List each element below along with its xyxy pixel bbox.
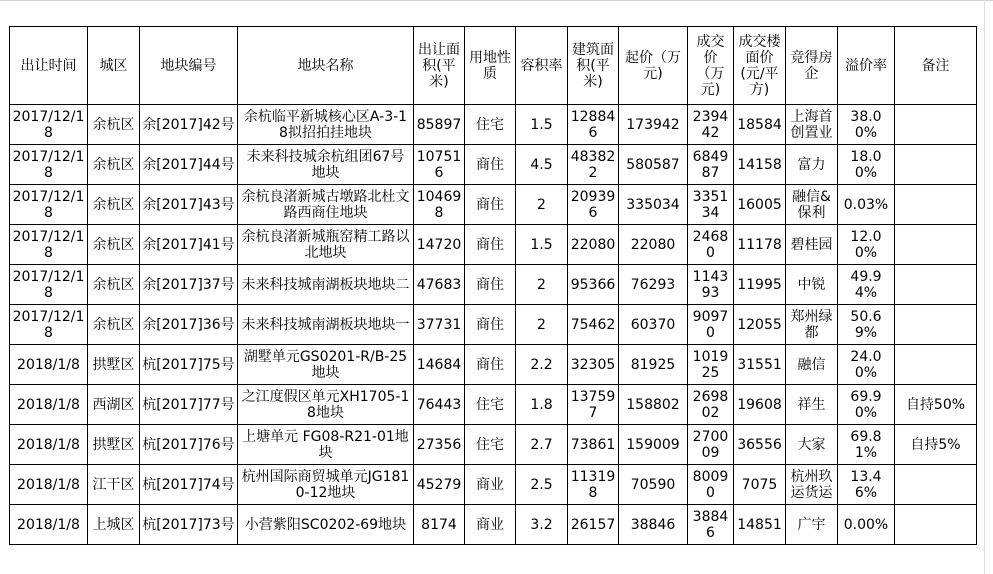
cell-use: 商业	[465, 465, 516, 505]
cell-deal-price: 270009	[688, 425, 734, 465]
cell-floor-price: 11178	[734, 225, 786, 265]
cell-district: 余杭区	[88, 225, 140, 265]
cell-area: 37731	[414, 305, 465, 345]
table-row	[10, 505, 977, 545]
cell-area: 76443	[414, 385, 465, 425]
cell-floor-price: 14851	[734, 505, 786, 545]
table-row	[10, 105, 977, 145]
cell-far: 3.2	[516, 505, 568, 545]
header-name: 地块名称	[238, 27, 414, 105]
land-auction-table	[9, 26, 977, 545]
cell-winner: 融信&保利	[786, 185, 838, 225]
cell-far: 4.5	[516, 145, 568, 185]
cell-far: 2.7	[516, 425, 568, 465]
cell-code: 余[2017]42号	[140, 105, 238, 145]
cell-name: 小营紫阳SC0202-69地块	[238, 505, 414, 545]
cell-use: 商住	[465, 305, 516, 345]
header-start-price: 起价（万元)	[619, 27, 688, 105]
cell-premium: 49.94%	[838, 265, 895, 305]
cell-note: 自持50%	[895, 385, 977, 425]
cell-winner: 融信	[786, 345, 838, 385]
table-row	[10, 145, 977, 185]
cell-time: 2018/1/8	[10, 425, 88, 465]
header-winner: 竞得房企	[786, 27, 838, 105]
cell-premium: 0.00%	[838, 505, 895, 545]
cell-build: 22080	[568, 225, 619, 265]
cell-time: 2018/1/8	[10, 505, 88, 545]
cell-floor-price: 12055	[734, 305, 786, 345]
cell-winner: 中锐	[786, 265, 838, 305]
cell-area: 85897	[414, 105, 465, 145]
cell-floor-price: 31551	[734, 345, 786, 385]
cell-premium: 24.00%	[838, 345, 895, 385]
cell-build: 32305	[568, 345, 619, 385]
cell-area: 14720	[414, 225, 465, 265]
cell-far: 1.8	[516, 385, 568, 425]
cell-code: 余[2017]41号	[140, 225, 238, 265]
header-note: 备注	[895, 27, 977, 105]
cell-far: 2	[516, 265, 568, 305]
cell-start-price: 60370	[619, 305, 688, 345]
cell-deal-price: 114393	[688, 265, 734, 305]
header-deal-price: 成交价（万元)	[688, 27, 734, 105]
cell-time: 2017/12/18	[10, 145, 88, 185]
cell-build: 95366	[568, 265, 619, 305]
cell-district: 余杭区	[88, 105, 140, 145]
table-row	[10, 265, 977, 305]
cell-start-price: 81925	[619, 345, 688, 385]
cell-deal-price: 24680	[688, 225, 734, 265]
cell-floor-price: 36556	[734, 425, 786, 465]
cell-far: 1.5	[516, 105, 568, 145]
cell-use: 商住	[465, 185, 516, 225]
cell-district: 余杭区	[88, 305, 140, 345]
cell-far: 2	[516, 305, 568, 345]
table-row	[10, 425, 977, 465]
cell-area: 107516	[414, 145, 465, 185]
cell-code: 杭[2017]73号	[140, 505, 238, 545]
cell-deal-price: 80090	[688, 465, 734, 505]
cell-deal-price: 90970	[688, 305, 734, 345]
cell-time: 2017/12/18	[10, 305, 88, 345]
cell-floor-price: 18584	[734, 105, 786, 145]
cell-note	[895, 465, 977, 505]
cell-code: 杭[2017]76号	[140, 425, 238, 465]
cell-premium: 50.69%	[838, 305, 895, 345]
cell-district: 拱墅区	[88, 425, 140, 465]
sheet-right-edge	[984, 0, 985, 574]
cell-name: 未来科技城南湖板块地块一	[238, 305, 414, 345]
table-body	[10, 105, 977, 545]
cell-start-price: 335034	[619, 185, 688, 225]
table-row	[10, 225, 977, 265]
cell-deal-price: 38846	[688, 505, 734, 545]
cell-area: 27356	[414, 425, 465, 465]
header-area: 出让面积(平米)	[414, 27, 465, 105]
cell-code: 杭[2017]74号	[140, 465, 238, 505]
cell-code: 杭[2017]77号	[140, 385, 238, 425]
cell-build: 128846	[568, 105, 619, 145]
cell-name: 余杭良渚新城古墩路北杜文路西商住地块	[238, 185, 414, 225]
cell-district: 余杭区	[88, 265, 140, 305]
cell-floor-price: 19608	[734, 385, 786, 425]
cell-note	[895, 145, 977, 185]
cell-time: 2017/12/18	[10, 105, 88, 145]
cell-note	[895, 305, 977, 345]
cell-floor-price: 16005	[734, 185, 786, 225]
cell-code: 杭[2017]75号	[140, 345, 238, 385]
header-floor-price: 成交楼面价(元/平方)	[734, 27, 786, 105]
cell-winner: 碧桂园	[786, 225, 838, 265]
cell-start-price: 158802	[619, 385, 688, 425]
cell-name: 未来科技城余杭组团67号地块	[238, 145, 414, 185]
cell-name: 杭州国际商贸城单元JG1810-12地块	[238, 465, 414, 505]
cell-build: 113198	[568, 465, 619, 505]
cell-premium: 69.81%	[838, 425, 895, 465]
cell-district: 江干区	[88, 465, 140, 505]
cell-note	[895, 265, 977, 305]
cell-name: 上塘单元 FG08-R21-01地块	[238, 425, 414, 465]
cell-far: 1.5	[516, 225, 568, 265]
cell-floor-price: 7075	[734, 465, 786, 505]
header-row	[10, 27, 977, 105]
table-row	[10, 345, 977, 385]
header-code: 地块编号	[140, 27, 238, 105]
table-row	[10, 185, 977, 225]
cell-use: 商住	[465, 265, 516, 305]
cell-district: 拱墅区	[88, 345, 140, 385]
cell-winner: 广宇	[786, 505, 838, 545]
cell-time: 2017/12/18	[10, 265, 88, 305]
header-far: 容积率	[516, 27, 568, 105]
cell-start-price: 70590	[619, 465, 688, 505]
cell-winner: 上海首创置业	[786, 105, 838, 145]
cell-note	[895, 345, 977, 385]
cell-area: 45279	[414, 465, 465, 505]
cell-area: 47683	[414, 265, 465, 305]
cell-deal-price: 335134	[688, 185, 734, 225]
cell-far: 2	[516, 185, 568, 225]
cell-build: 209396	[568, 185, 619, 225]
cell-deal-price: 684987	[688, 145, 734, 185]
cell-note	[895, 225, 977, 265]
cell-start-price: 76293	[619, 265, 688, 305]
cell-code: 余[2017]43号	[140, 185, 238, 225]
cell-district: 上城区	[88, 505, 140, 545]
cell-name: 未来科技城南湖板块地块二	[238, 265, 414, 305]
cell-note	[895, 105, 977, 145]
cell-premium: 12.00%	[838, 225, 895, 265]
header-premium: 溢价率	[838, 27, 895, 105]
cell-note	[895, 185, 977, 225]
header-time: 出让时间	[10, 27, 88, 105]
cell-use: 商住	[465, 345, 516, 385]
cell-start-price: 173942	[619, 105, 688, 145]
cell-winner: 大家	[786, 425, 838, 465]
sheet-top-edge	[0, 0, 993, 1]
cell-code: 余[2017]36号	[140, 305, 238, 345]
table-row	[10, 465, 977, 505]
cell-use: 住宅	[465, 385, 516, 425]
cell-name: 之江度假区单元XH1705-18地块	[238, 385, 414, 425]
header-use: 用地性质	[465, 27, 516, 105]
header-district: 城区	[88, 27, 140, 105]
cell-premium: 38.00%	[838, 105, 895, 145]
cell-deal-price: 239442	[688, 105, 734, 145]
land-auction-table-container	[9, 26, 977, 545]
cell-premium: 0.03%	[838, 185, 895, 225]
cell-build: 75462	[568, 305, 619, 345]
cell-area: 8174	[414, 505, 465, 545]
cell-winner: 祥生	[786, 385, 838, 425]
cell-note: 自持5%	[895, 425, 977, 465]
cell-use: 商住	[465, 225, 516, 265]
cell-build: 483822	[568, 145, 619, 185]
cell-note	[895, 505, 977, 545]
cell-far: 2.2	[516, 345, 568, 385]
cell-district: 余杭区	[88, 185, 140, 225]
cell-floor-price: 11995	[734, 265, 786, 305]
cell-time: 2018/1/8	[10, 385, 88, 425]
cell-use: 住宅	[465, 425, 516, 465]
cell-build: 26157	[568, 505, 619, 545]
cell-deal-price: 101925	[688, 345, 734, 385]
cell-time: 2018/1/8	[10, 345, 88, 385]
cell-area: 104698	[414, 185, 465, 225]
cell-district: 余杭区	[88, 145, 140, 185]
cell-start-price: 22080	[619, 225, 688, 265]
cell-far: 2.5	[516, 465, 568, 505]
cell-time: 2017/12/18	[10, 185, 88, 225]
cell-time: 2017/12/18	[10, 225, 88, 265]
cell-name: 余杭临平新城核心区A-3-18拟招拍挂地块	[238, 105, 414, 145]
header-build: 建筑面积(平米)	[568, 27, 619, 105]
cell-winner: 富力	[786, 145, 838, 185]
cell-use: 住宅	[465, 105, 516, 145]
cell-premium: 18.00%	[838, 145, 895, 185]
cell-code: 余[2017]37号	[140, 265, 238, 305]
cell-premium: 69.90%	[838, 385, 895, 425]
cell-district: 西湖区	[88, 385, 140, 425]
cell-winner: 郑州绿都	[786, 305, 838, 345]
cell-build: 73861	[568, 425, 619, 465]
cell-time: 2018/1/8	[10, 465, 88, 505]
cell-use: 商业	[465, 505, 516, 545]
cell-build: 137597	[568, 385, 619, 425]
cell-name: 余杭良渚新城瓶窑精工路以北地块	[238, 225, 414, 265]
cell-floor-price: 14158	[734, 145, 786, 185]
cell-start-price: 38846	[619, 505, 688, 545]
cell-start-price: 580587	[619, 145, 688, 185]
cell-start-price: 159009	[619, 425, 688, 465]
cell-premium: 13.46%	[838, 465, 895, 505]
cell-use: 商住	[465, 145, 516, 185]
cell-area: 14684	[414, 345, 465, 385]
cell-code: 余[2017]44号	[140, 145, 238, 185]
cell-name: 湖墅单元GS0201-R/B-25地块	[238, 345, 414, 385]
table-row	[10, 385, 977, 425]
cell-deal-price: 269802	[688, 385, 734, 425]
cell-winner: 杭州玖运货运	[786, 465, 838, 505]
table-row	[10, 305, 977, 345]
